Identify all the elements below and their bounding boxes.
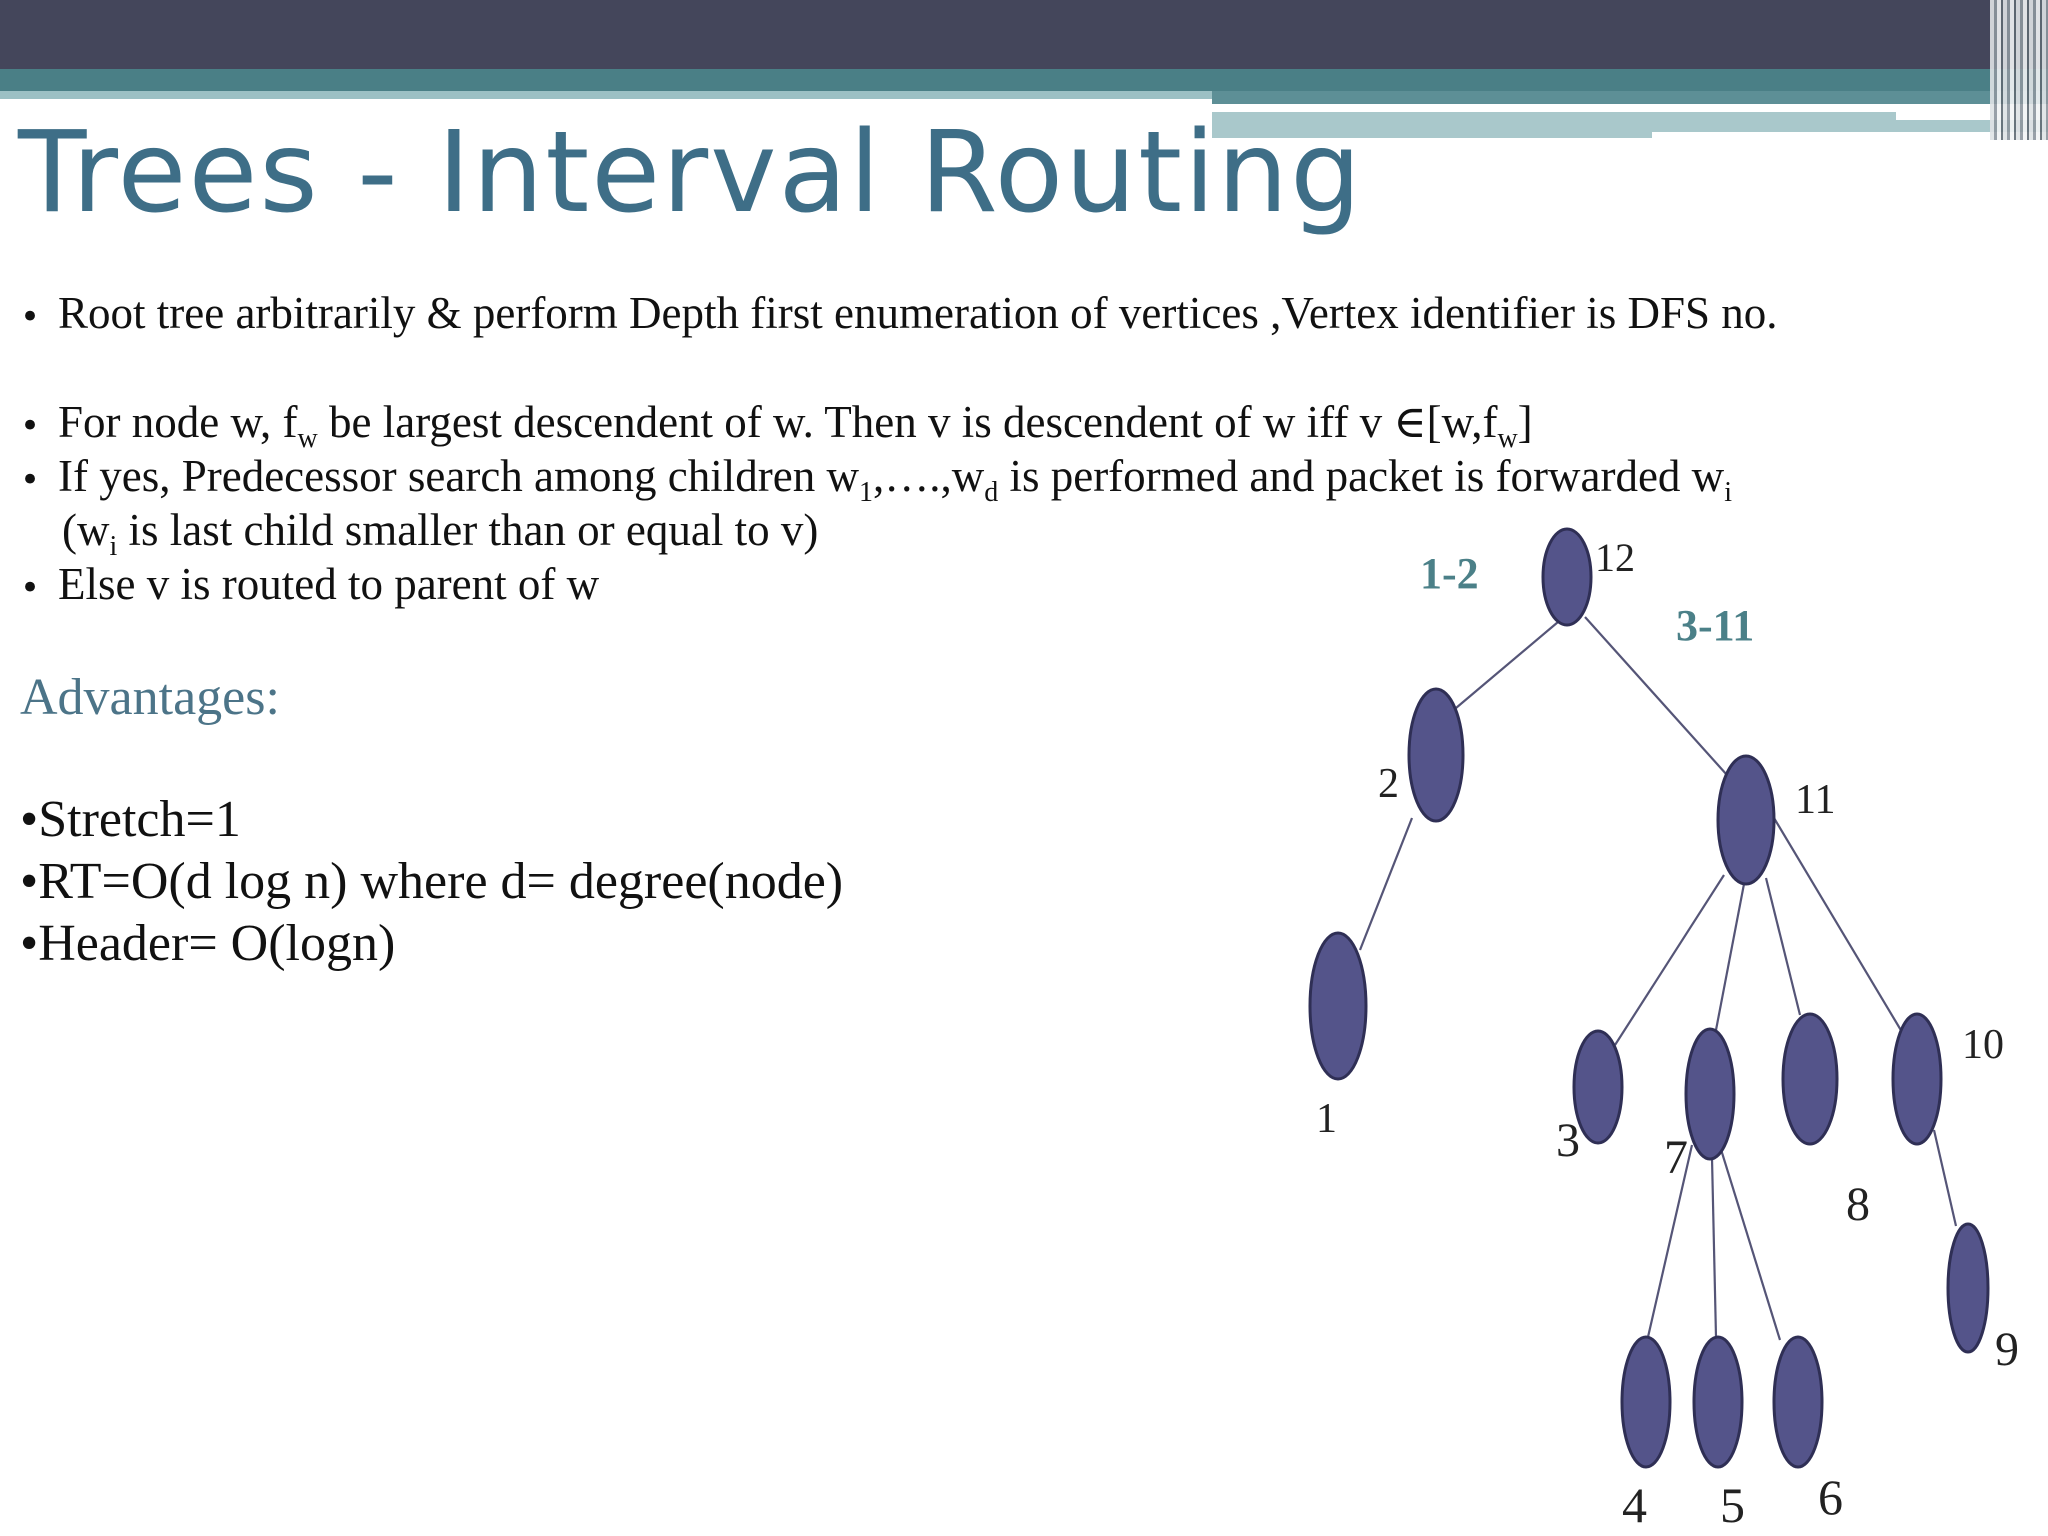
tree-node-label-9: 9 xyxy=(1995,1323,2019,1376)
bullet-text: is last child smaller than or equal to v) xyxy=(117,505,819,555)
bullet-text: Root tree arbitrarily & perform Depth first enumeration of vertices ,Vertex identifier is DFS no. xyxy=(58,288,1778,338)
tree-edge xyxy=(1934,1130,1956,1226)
interval-label-right: 3-11 xyxy=(1676,601,1755,650)
tree-node-2 xyxy=(1409,689,1463,821)
bullet-text: (w xyxy=(62,505,110,555)
tree-node-label-2: 2 xyxy=(1378,761,1399,807)
tree-node-5 xyxy=(1694,1337,1742,1467)
advantage-item: •Stretch=1 xyxy=(20,791,241,848)
tree-node-11 xyxy=(1718,756,1774,884)
bullet-text: Else v is routed to parent of w xyxy=(58,559,600,609)
bullet-text: is performed and packet is forwarded w xyxy=(998,451,1725,501)
bullet-dot: • xyxy=(20,460,41,500)
tree-node-label-12: 12 xyxy=(1595,535,1635,580)
subscript: i xyxy=(109,531,118,562)
slide-title: Trees - Interval Routing xyxy=(18,108,1364,238)
tree-node-10 xyxy=(1893,1014,1941,1144)
bullet-text: For node w, f xyxy=(58,397,298,447)
bullet-text: ,….,w xyxy=(872,451,985,501)
tree-edge xyxy=(1615,875,1724,1045)
tree-edge xyxy=(1360,818,1412,950)
tree-nodes xyxy=(1310,529,1988,1467)
bullet-dot: • xyxy=(20,297,41,337)
interval-label-left: 1-2 xyxy=(1420,549,1479,598)
tree-node-8 xyxy=(1783,1014,1837,1144)
subscript: d xyxy=(984,477,999,508)
bullet-text: ] xyxy=(1517,397,1533,447)
tree-node-1 xyxy=(1310,933,1366,1079)
tree-node-7 xyxy=(1686,1029,1734,1159)
subscript: 1 xyxy=(858,477,873,508)
tree-node-6 xyxy=(1774,1337,1822,1467)
tree-edge xyxy=(1774,818,1902,1032)
bullet-dot: • xyxy=(20,406,41,446)
tree-node-label-3: 3 xyxy=(1556,1114,1580,1167)
tree-edge xyxy=(1456,622,1558,708)
tree-node-9 xyxy=(1948,1224,1988,1352)
tree-node-label-7: 7 xyxy=(1664,1131,1688,1184)
tree-edge xyxy=(1719,1143,1780,1340)
bullet-text: If yes, Predecessor search among children w xyxy=(58,451,859,501)
tree-node-label-11: 11 xyxy=(1795,777,1836,823)
tree-node-label-6: 6 xyxy=(1818,1469,1843,1525)
bullet-dot: • xyxy=(20,568,41,608)
advantage-item: •RT=O(d log n) where d= degree(node) xyxy=(20,853,844,910)
subscript: w xyxy=(297,423,318,454)
tree-node-4 xyxy=(1622,1337,1670,1467)
subscript: w xyxy=(1497,423,1518,454)
tree-node-12 xyxy=(1543,529,1591,625)
tree-edge xyxy=(1716,884,1744,1030)
tree-node-label-4: 4 xyxy=(1622,1477,1647,1533)
tree-node-label-8: 8 xyxy=(1846,1178,1870,1231)
tree-node-3 xyxy=(1574,1031,1622,1143)
tree-edge xyxy=(1712,1158,1716,1337)
tree-node-label-5: 5 xyxy=(1720,1477,1745,1533)
advantage-item: •Header= O(logn) xyxy=(20,915,396,972)
bullet-text: be largest descendent of w. Then v is descendent of w iff v ∈[w,f xyxy=(317,397,1498,447)
subscript: i xyxy=(1724,477,1732,508)
tree-node-label-1: 1 xyxy=(1316,1096,1337,1142)
tree-node-label-10: 10 xyxy=(1962,1022,2004,1068)
tree-edge xyxy=(1766,878,1800,1015)
advantages-heading: Advantages: xyxy=(20,669,280,726)
